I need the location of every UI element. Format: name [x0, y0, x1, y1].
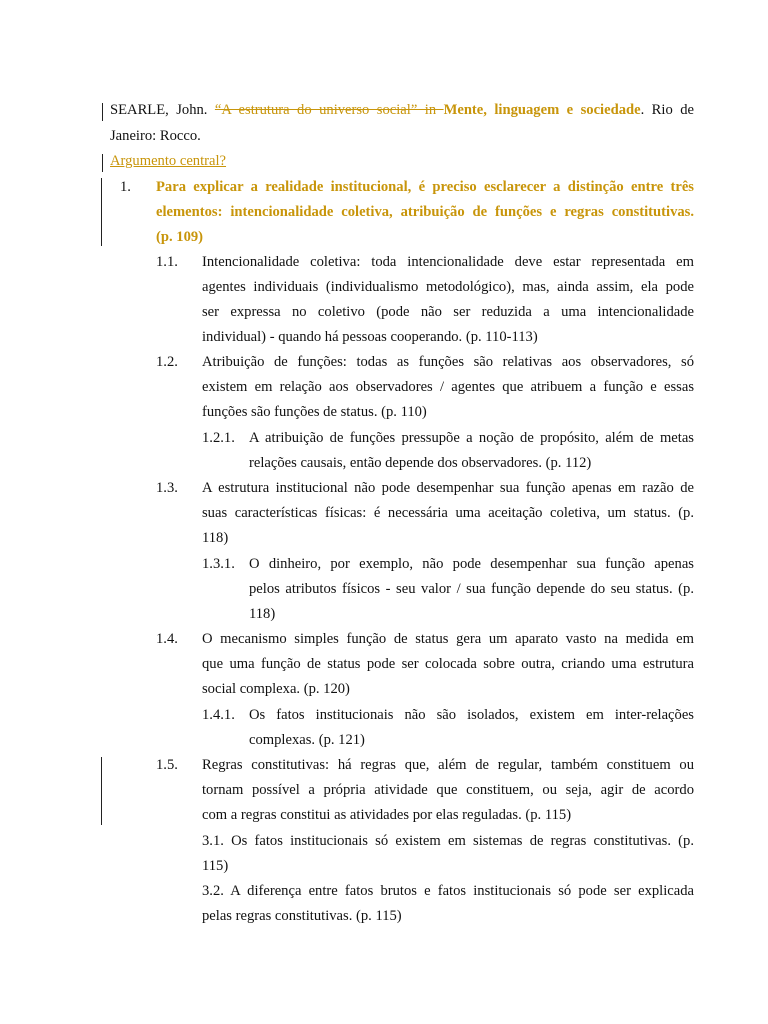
item-text-line: (p. 109)	[156, 229, 204, 245]
item-number: 1.4.	[156, 631, 178, 647]
item-text-line: 115)	[202, 858, 229, 874]
item-text-line: ser expressa no coletivo (pode não ser reduzida a uma intencionalidade	[202, 304, 694, 320]
item-text-line: pelos atributos físicos - seu valor / sua função depende do seu status. (p.	[249, 581, 694, 597]
item-text-line: 118)	[202, 530, 229, 546]
item-text-line: relações causais, então depende dos observadores. (p. 112)	[249, 455, 592, 471]
item-text-line: Os fatos institucionais não são isolados, existem em inter-relações	[249, 707, 694, 723]
item-number: 1.5.	[156, 757, 178, 773]
item-text-line: suas características físicas: é necessária uma aceitação coletiva, um status. (p.	[202, 505, 694, 521]
reference-struck-title: “A estrutura do universo social” in	[214, 102, 444, 118]
item-text-line: Para explicar a realidade institucional, é preciso esclarecer a distinção entre três	[156, 179, 694, 195]
item-number: 1.1.	[156, 254, 178, 270]
change-bar	[101, 757, 102, 825]
item-text-line: funções são funções de status. (p. 110)	[202, 404, 427, 420]
item-text-line: com a regras constitui as atividades por elas reguladas. (p. 115)	[202, 807, 572, 823]
item-text-line: Regras constitutivas: há regras que, além de regular, também constituem ou	[202, 757, 694, 773]
item-number: 1.3.	[156, 480, 178, 496]
item-text-line: Intencionalidade coletiva: toda intencionalidade deve estar representada em	[202, 254, 694, 270]
item-text-line: 118)	[249, 606, 276, 622]
change-bar	[102, 154, 103, 172]
item-text-line: 3.2. A diferença entre fatos brutos e fatos institucionais só pode ser explicada	[202, 883, 694, 899]
item-text-line: individual) - quando há pessoas cooperando. (p. 110-113)	[202, 329, 538, 345]
item-number: 1.3.1.	[202, 556, 235, 572]
item-number: 1.2.	[156, 354, 178, 370]
item-text-line: pelas regras constitutivas. (p. 115)	[202, 908, 402, 924]
item-text-line: A estrutura institucional não pode desempenhar sua função apenas em razão de	[202, 480, 694, 496]
section-heading[interactable]: Argumento central?	[110, 153, 227, 169]
change-bar	[101, 178, 102, 246]
item-text-line: que uma função de status pode ser colocada sobre outra, criando uma estrutura	[202, 656, 694, 672]
item-text-line: agentes individuais (individualismo metodológico), mas, ainda assim, ela pode	[202, 279, 694, 295]
item-text-line: existem em relação aos observadores / agentes que atribuem a função e essas	[202, 379, 694, 395]
reference-line	[110, 98, 694, 123]
reference-author: SEARLE, John.	[110, 102, 208, 118]
item-text-line: O dinheiro, por exemplo, não pode desempenhar sua função apenas	[249, 556, 694, 572]
item-text-line: elementos: intencionalidade coletiva, atribuição de funções e regras constitutivas.	[156, 204, 694, 220]
item-text-line: 3.1. Os fatos institucionais só existem em sistemas de regras constitutivas. (p.	[202, 833, 694, 849]
item-text-line: A atribuição de funções pressupõe a noção de propósito, além de metas	[249, 430, 694, 446]
item-number: 1.2.1.	[202, 430, 235, 446]
reference-book-title: Mente, linguagem e sociedade	[443, 102, 641, 118]
item-text-line: complexas. (p. 121)	[249, 732, 365, 748]
item-text-line: tornam possível a própria atividade que constituem, ou seja, agir de acordo	[202, 782, 694, 798]
item-number: 1.	[120, 179, 131, 195]
item-number: 1.4.1.	[202, 707, 235, 723]
change-bar	[102, 103, 103, 121]
item-text-line: Atribuição de funções: todas as funções são relativas aos observadores, só	[202, 354, 694, 370]
item-text-line: social complexa. (p. 120)	[202, 681, 350, 697]
reference-city-start: . Rio de	[640, 102, 694, 118]
reference-line-2: Janeiro: Rocco.	[110, 128, 201, 144]
item-text-line: O mecanismo simples função de status gera um aparato vasto na medida em	[202, 631, 694, 647]
